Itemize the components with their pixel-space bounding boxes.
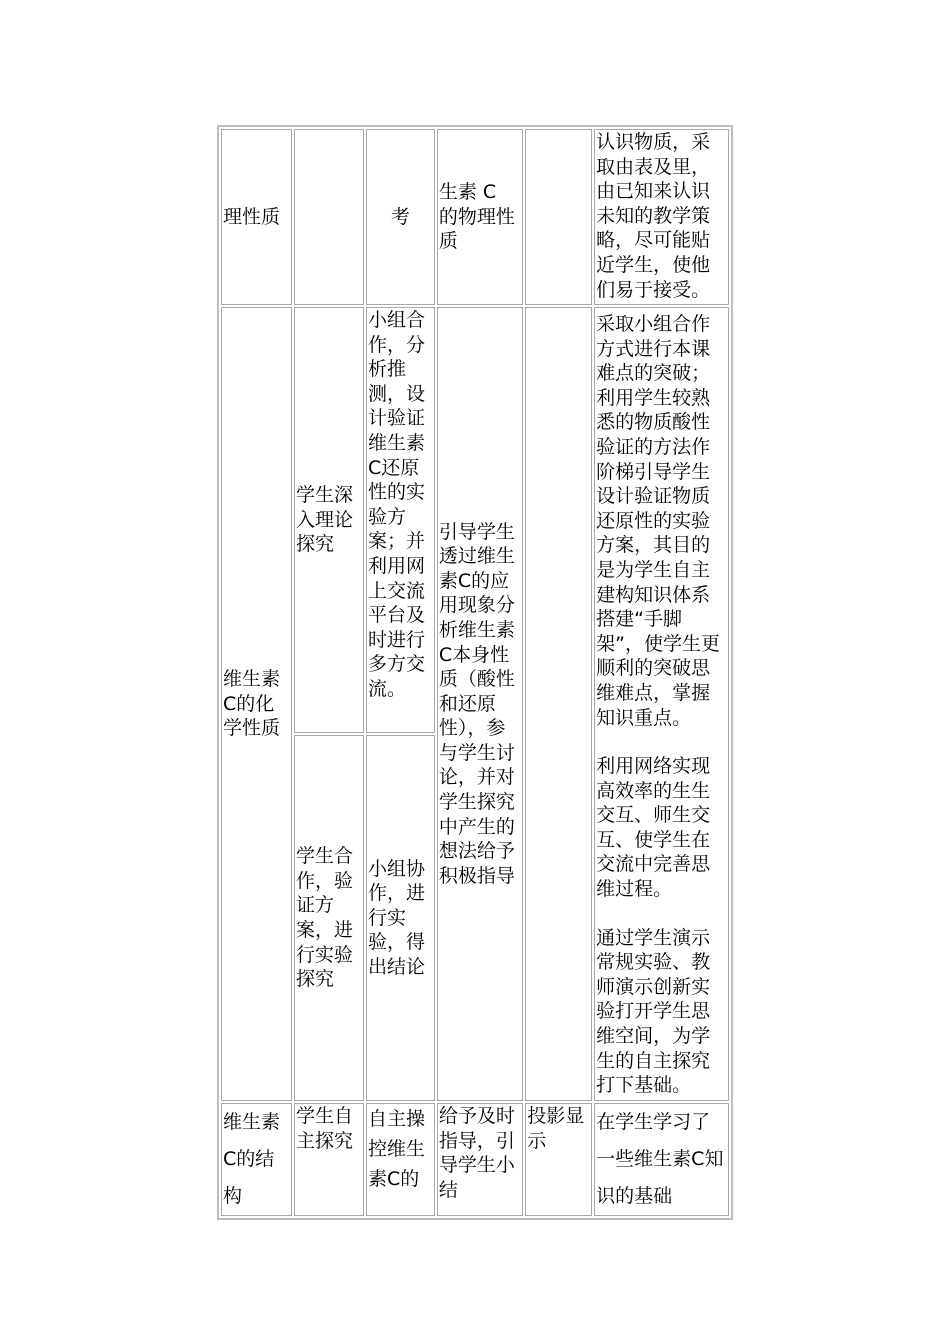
- content-cell: 维生素C的化学性质: [221, 307, 292, 1101]
- student-cell: 自主操控维生素C的: [366, 1103, 435, 1216]
- table-row: [221, 129, 729, 305]
- student-cell: 考: [366, 129, 435, 305]
- teacher-text: 生素 C 的物理性质: [438, 181, 515, 253]
- design-note-cell: 认识物质，采取由表及里，由已知来认识未知的教学策略，尽可能贴近学生，使他们易于接受。: [594, 129, 729, 305]
- design-note-paragraph: 利用网络实现高效率的生生交互、师生交互、使学生在交流中完善思维过程。: [596, 755, 711, 901]
- design-note-paragraph: 通过学生演示常规实验、教师演示创新实验打开学生思维空间，为学生的自主探究打下基础。: [596, 926, 711, 1097]
- design-note-cell: 在学生学习了一些维生素C知识的基础: [594, 1103, 729, 1216]
- activity-cell: [294, 129, 364, 305]
- table-row: [221, 307, 729, 733]
- teacher-cell: 给予及时指导，引导学生小结: [437, 1103, 523, 1216]
- content-cell: 维生素C的结构: [221, 1103, 292, 1216]
- media-cell: [525, 129, 592, 305]
- design-note-cell: [594, 307, 729, 1101]
- media-cell: 投影显示: [525, 1103, 592, 1216]
- design-note-paragraph: 采取小组合作方式进行本课难点的突破；利用学生较熟悉的物质酸性验证的方法作阶梯引导学生设计验证物质还原性的实验方案，其目的是为学生自主建构知识体系搭建“手脚架”，使学生更顺利的突破思维难点，掌握知识重点。: [596, 313, 721, 729]
- student-cell: 小组合作，分析推测，设计验证维生素C还原性的实验方案；并利用网上交流平台及时进行多方交流。: [366, 307, 435, 733]
- media-cell: [525, 307, 592, 1101]
- lesson-plan-table: [217, 125, 733, 1220]
- table-row: [221, 1103, 729, 1216]
- activity-cell: 学生合作，验证方案，进行实验探究: [294, 735, 364, 1101]
- teacher-cell: [437, 129, 523, 305]
- teacher-cell: 引导学生透过维生素C的应用现象分析维生素C本身性质（酸性和还原性），参与学生讨论，并对学生探究中产生的想法给予积极指导: [437, 307, 523, 1101]
- activity-cell: 学生深入理论探究: [294, 307, 364, 733]
- content-cell: 理性质: [221, 129, 292, 305]
- student-cell: 小组协作，进行实验，得出结论: [366, 735, 435, 1101]
- activity-cell: 学生自主探究: [294, 1103, 364, 1216]
